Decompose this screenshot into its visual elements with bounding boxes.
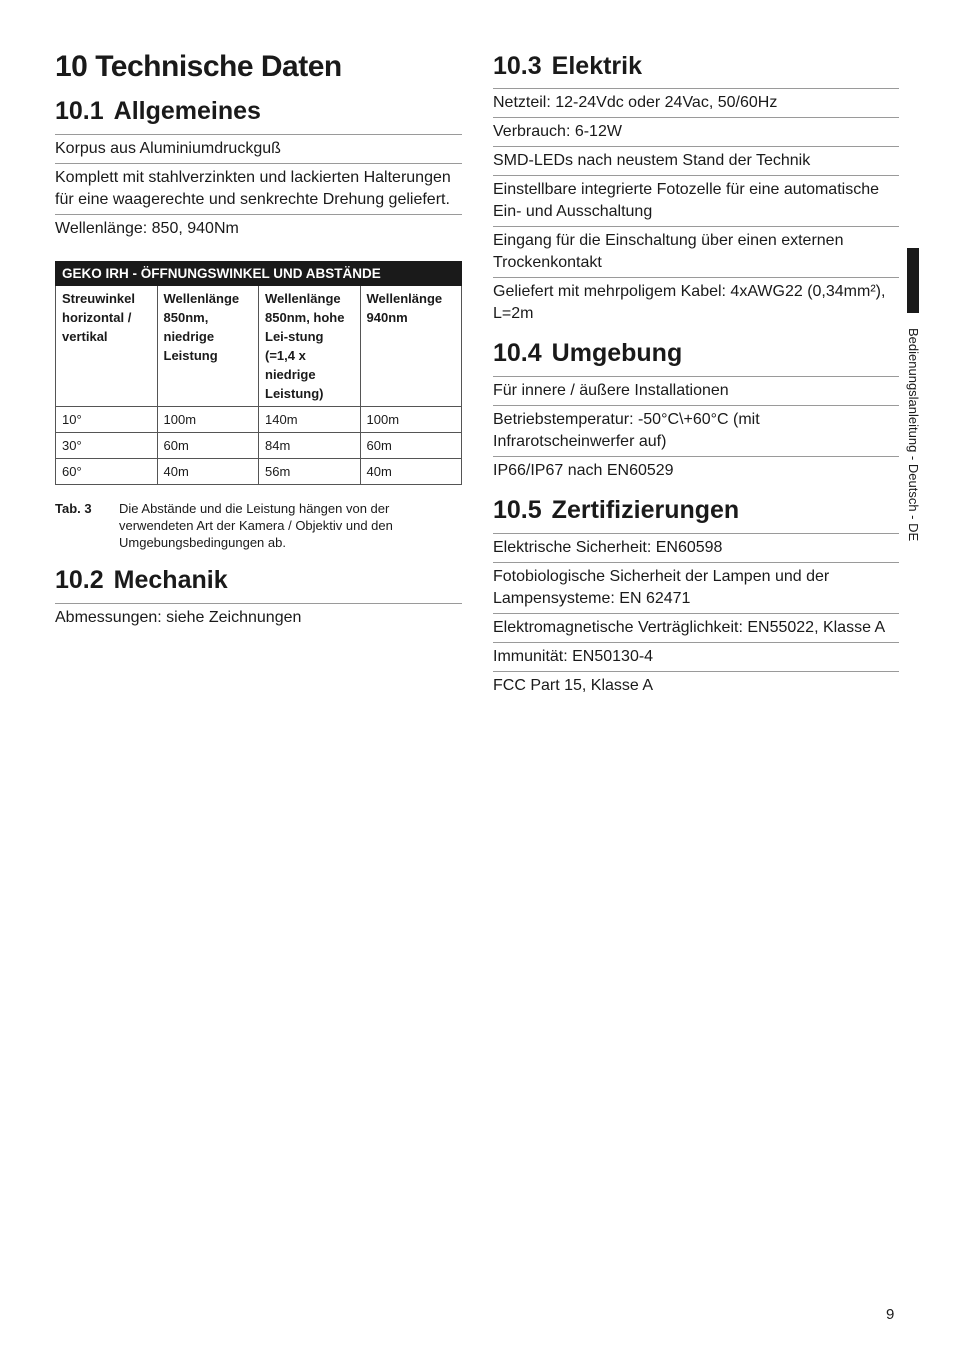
section-number: 10.4 bbox=[493, 339, 542, 367]
section-zertifizierungen bbox=[493, 495, 899, 700]
section-number: 10.5 bbox=[493, 496, 542, 524]
table-cell: 40m bbox=[157, 459, 259, 485]
section-number: 10.3 bbox=[493, 52, 542, 80]
table-cell: 56m bbox=[259, 459, 361, 485]
section-heading bbox=[493, 338, 899, 377]
side-tab-marker bbox=[907, 248, 919, 313]
table-cell: 140m bbox=[259, 407, 361, 433]
spec-item: Verbrauch: 6-12W bbox=[493, 118, 899, 147]
section-number: 10.1 bbox=[55, 97, 104, 125]
table-cell: 60° bbox=[56, 459, 158, 485]
section-title: Mechanik bbox=[113, 566, 228, 594]
section-title: Umgebung bbox=[551, 339, 683, 367]
section-allgemeines bbox=[55, 96, 462, 551]
table-cell: 100m bbox=[360, 407, 462, 433]
left-column bbox=[55, 48, 462, 632]
side-label-text: Bedienungslanleitung - Deutsch - DE bbox=[906, 328, 921, 542]
section-heading bbox=[493, 495, 899, 534]
spec-item: SMD-LEDs nach neustem Stand der Technik bbox=[493, 147, 899, 176]
section-umgebung bbox=[493, 338, 899, 485]
table-cell: 10° bbox=[56, 407, 158, 433]
section-heading bbox=[55, 96, 462, 135]
spec-item: Eingang für die Einschaltung über einen externen Trockenkontakt bbox=[493, 227, 899, 278]
right-column bbox=[493, 48, 899, 700]
section-heading bbox=[55, 565, 462, 604]
spec-item: Für innere / äußere Installationen bbox=[493, 377, 899, 406]
spec-item: Elektromagnetische Verträglichkeit: EN55022, Klasse A bbox=[493, 614, 899, 643]
spec-item: Korpus aus Aluminiumdruckguß bbox=[55, 135, 462, 164]
table-cell: 100m bbox=[157, 407, 259, 433]
spec-item: IP66/IP67 nach EN60529 bbox=[493, 462, 674, 479]
table-caption bbox=[55, 500, 462, 551]
section-mechanik bbox=[55, 565, 462, 632]
section-number: 10.2 bbox=[55, 566, 104, 594]
caption-label: Tab. 3 bbox=[55, 501, 92, 516]
table-title: GEKO IRH - ÖFFNUNGSWINKEL UND ABSTÄNDE bbox=[56, 262, 462, 286]
section-elektrik bbox=[493, 48, 899, 328]
spec-item: Abmessungen: siehe Zeichnungen bbox=[55, 609, 302, 626]
spec-item: Netzteil: 12-24Vdc oder 24Vac, 50/60Hz bbox=[493, 89, 899, 118]
table-header-cell: Wellenlänge 940nm bbox=[360, 286, 462, 407]
table-row bbox=[56, 459, 462, 485]
table-cell: 30° bbox=[56, 433, 158, 459]
spec-table bbox=[55, 261, 462, 485]
section-title: Allgemeines bbox=[113, 97, 261, 125]
table-header-cell: Streuwinkel horizontal / vertikal bbox=[56, 286, 158, 407]
section-heading bbox=[493, 48, 899, 89]
table-cell: 60m bbox=[360, 433, 462, 459]
page-title: 10 Technische Daten bbox=[55, 50, 342, 83]
page-number: 9 bbox=[886, 1306, 895, 1323]
spec-item: Wellenlänge: 850, 940Nm bbox=[55, 220, 239, 237]
spec-item: Immunität: EN50130-4 bbox=[493, 643, 899, 672]
spec-item: Betriebstemperatur: -50°C\+60°C (mit Infrarotscheinwerfer auf) bbox=[493, 406, 899, 457]
section-title: Zertifizierungen bbox=[551, 496, 740, 524]
table-cell: 84m bbox=[259, 433, 361, 459]
spec-item: Fotobiologische Sicherheit der Lampen und der Lampensysteme: EN 62471 bbox=[493, 563, 899, 614]
table-cell: 60m bbox=[157, 433, 259, 459]
spec-item: Einstellbare integrierte Fotozelle für eine automatische Ein- und Ausschaltung bbox=[493, 176, 899, 227]
side-label bbox=[906, 328, 924, 588]
table-header-cell: Wellenlänge 850nm, niedrige Leistung bbox=[157, 286, 259, 407]
caption-text: Die Abstände und die Leistung hängen von der verwendeten Art der Kamera / Objektiv und den Umgebungsbedingungen ab. bbox=[119, 501, 393, 550]
spec-item: FCC Part 15, Klasse A bbox=[493, 677, 654, 694]
table-row bbox=[56, 407, 462, 433]
spec-item: Geliefert mit mehrpoligem Kabel: 4xAWG22 (0,34mm²), L=2m bbox=[493, 283, 886, 322]
section-title: Elektrik bbox=[551, 52, 643, 80]
spec-item: Elektrische Sicherheit: EN60598 bbox=[493, 534, 899, 563]
table-cell: 40m bbox=[360, 459, 462, 485]
table-row bbox=[56, 433, 462, 459]
spec-item: Komplett mit stahlverzinkten und lackierten Halterungen für eine waagerechte und senkrechte Drehung geliefert. bbox=[55, 164, 462, 215]
table-header-cell: Wellenlänge 850nm, hohe Lei-stung (=1,4 x niedrige Leistung) bbox=[259, 286, 361, 407]
